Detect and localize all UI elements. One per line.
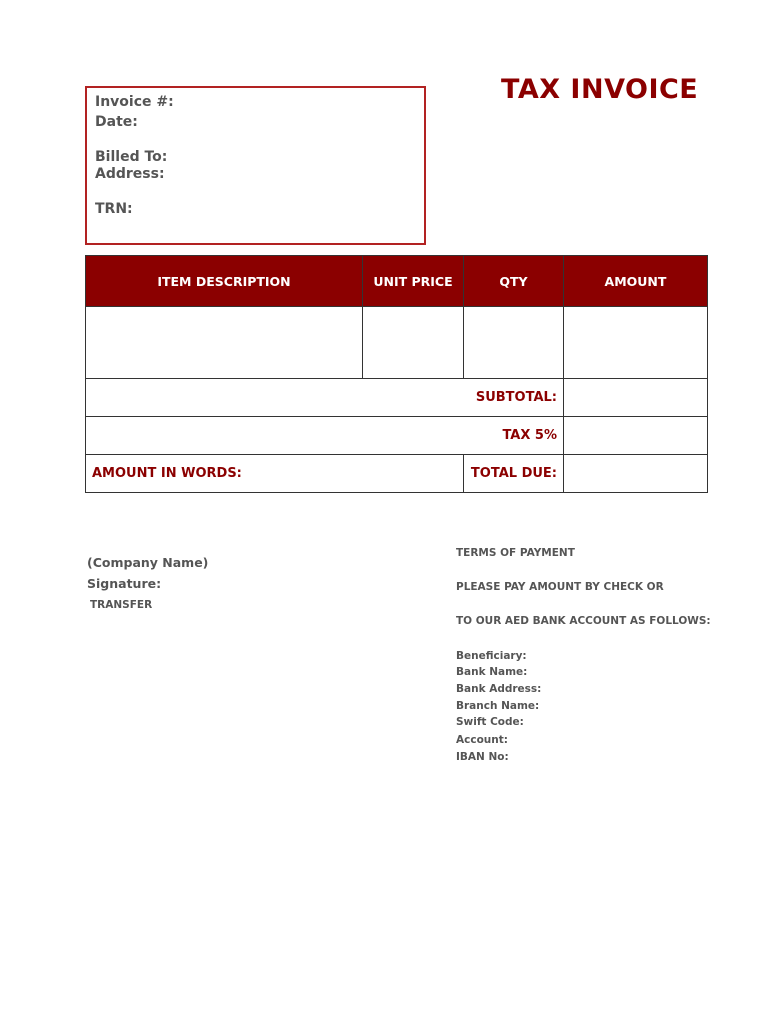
column-header-amount: AMOUNT bbox=[564, 256, 708, 307]
invoice-info-box bbox=[85, 86, 426, 245]
date-label: Date: bbox=[95, 114, 138, 130]
subtotal-row bbox=[86, 379, 708, 417]
qty-cell[interactable] bbox=[464, 307, 564, 379]
terms-line-2: TO OUR AED BANK ACCOUNT AS FOLLOWS: bbox=[456, 615, 711, 627]
trn-label: TRN: bbox=[95, 201, 133, 217]
items-table bbox=[85, 255, 708, 493]
address-label: Address: bbox=[95, 166, 165, 182]
tax-value-cell[interactable] bbox=[564, 417, 708, 455]
table-row bbox=[86, 307, 708, 379]
subtotal-label: SUBTOTAL: bbox=[86, 379, 564, 417]
invoice-number-label: Invoice #: bbox=[95, 94, 174, 110]
company-name: (Company Name) bbox=[87, 555, 209, 570]
billed-to-label: Billed To: bbox=[95, 149, 168, 165]
invoice-title: TAX INVOICE bbox=[501, 74, 699, 105]
amount-in-words-label: AMOUNT IN WORDS: bbox=[86, 455, 464, 493]
table-header-row bbox=[86, 256, 708, 307]
swift-code-label: Swift Code: bbox=[456, 716, 524, 728]
column-header-item-description: ITEM DESCRIPTION bbox=[86, 256, 363, 307]
terms-line-1: PLEASE PAY AMOUNT BY CHECK OR bbox=[456, 581, 664, 593]
subtotal-value-cell[interactable] bbox=[564, 379, 708, 417]
tax-row bbox=[86, 417, 708, 455]
item-description-cell[interactable] bbox=[86, 307, 363, 379]
column-header-unit-price: UNIT PRICE bbox=[363, 256, 464, 307]
total-due-value-cell[interactable] bbox=[564, 455, 708, 493]
total-row bbox=[86, 455, 708, 493]
bank-address-label: Bank Address: bbox=[456, 683, 542, 695]
beneficiary-label: Beneficiary: bbox=[456, 650, 527, 662]
amount-cell[interactable] bbox=[564, 307, 708, 379]
terms-heading: TERMS OF PAYMENT bbox=[456, 547, 575, 559]
unit-price-cell[interactable] bbox=[363, 307, 464, 379]
column-header-qty: QTY bbox=[464, 256, 564, 307]
bank-name-label: Bank Name: bbox=[456, 666, 528, 678]
transfer-text: TRANSFER bbox=[90, 599, 153, 611]
account-label: Account: bbox=[456, 734, 508, 746]
signature-label: Signature: bbox=[87, 576, 162, 591]
iban-label: IBAN No: bbox=[456, 751, 509, 763]
total-due-label: TOTAL DUE: bbox=[464, 455, 564, 493]
branch-name-label: Branch Name: bbox=[456, 700, 540, 712]
tax-label: TAX 5% bbox=[86, 417, 564, 455]
